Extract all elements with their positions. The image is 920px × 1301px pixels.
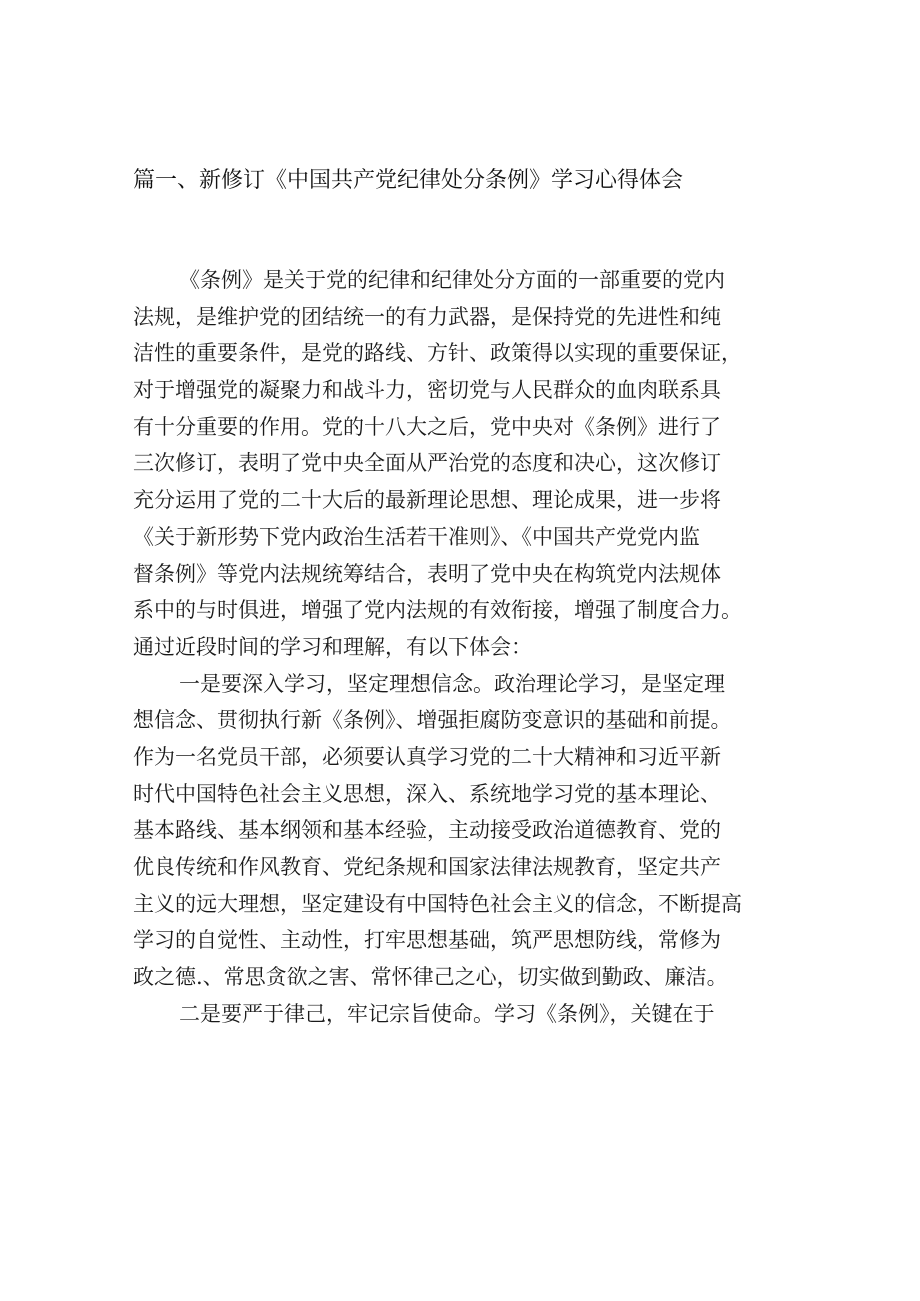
- paragraph-line: 系中的与时俱进，增强了党内法规的有效衔接，增强了制度合力。: [133, 598, 742, 623]
- paragraph-line: 时代中国特色社会主义思想，深入、系统地学习党的基本理论、: [133, 781, 721, 806]
- paragraph-line: 一是要深入学习，坚定理想信念。政治理论学习，是坚定理: [179, 671, 725, 696]
- document-title: 篇一、新修订《中国共产党纪律处分条例》学习心得体会: [133, 168, 684, 193]
- paragraph-line: 《关于新形势下党内政治生活若干准则》、《中国共产党党内监: [133, 524, 700, 549]
- paragraph-line: 督条例》等党内法规统筹结合，表明了党中央在构筑党内法规体: [133, 561, 721, 586]
- paragraph-line: 学习的自觉性、主动性，打牢思想基础，筑严思想防线，常修为: [133, 928, 721, 953]
- paragraph-line: 优良传统和作风教育、党纪条规和国家法律法规教育，坚定共产: [133, 855, 721, 879]
- paragraph-line: 对于增强党的凝聚力和战斗力，密切党与人民群众的血肉联系具: [133, 378, 721, 403]
- paragraph-line: 想信念、贯彻执行新《条例》、增强拒腐防变意识的基础和前提。: [133, 708, 732, 733]
- paragraph-line: 作为一名党员干部，必须要认真学习党的二十大精神和习近平新: [133, 744, 721, 769]
- paragraph-line: 法规，是维护党的团结统一的有力武器，是保持党的先进性和纯: [133, 304, 721, 329]
- paragraph-line: 基本路线、基本纲领和基本经验，主动接受政治道德教育、党的: [133, 818, 721, 843]
- paragraph-line: 三次修订，表明了党中央全面从严治党的态度和决心，这次修订: [133, 451, 721, 476]
- paragraph-line: 通过近段时间的学习和理解，有以下体会：: [133, 634, 532, 659]
- paragraph-line: 政之德.、常思贪欲之害、常怀律己之心，切实做到勤政、廉洁。: [133, 965, 728, 990]
- paragraph-line: 有十分重要的作用。党的十八大之后，党中央对《条例》进行了: [133, 414, 721, 439]
- paragraph-line: 《条例》是关于党的纪律和纪律处分方面的一部重要的党内: [179, 268, 725, 292]
- document-body: [133, 262, 793, 1032]
- paragraph-line: 充分运用了党的二十大后的最新理论思想、理论成果，进一步将: [133, 488, 721, 513]
- paragraph-line: 二是要严于律己，牢记宗旨使命。学习《条例》，关键在于: [179, 1001, 715, 1026]
- paragraph-line: 主义的远大理想，坚定建设有中国特色社会主义的信念，不断提高: [133, 891, 742, 916]
- paragraph-line: 洁性的重要条件，是党的路线、方针、政策得以实现的重要保证，: [133, 341, 742, 366]
